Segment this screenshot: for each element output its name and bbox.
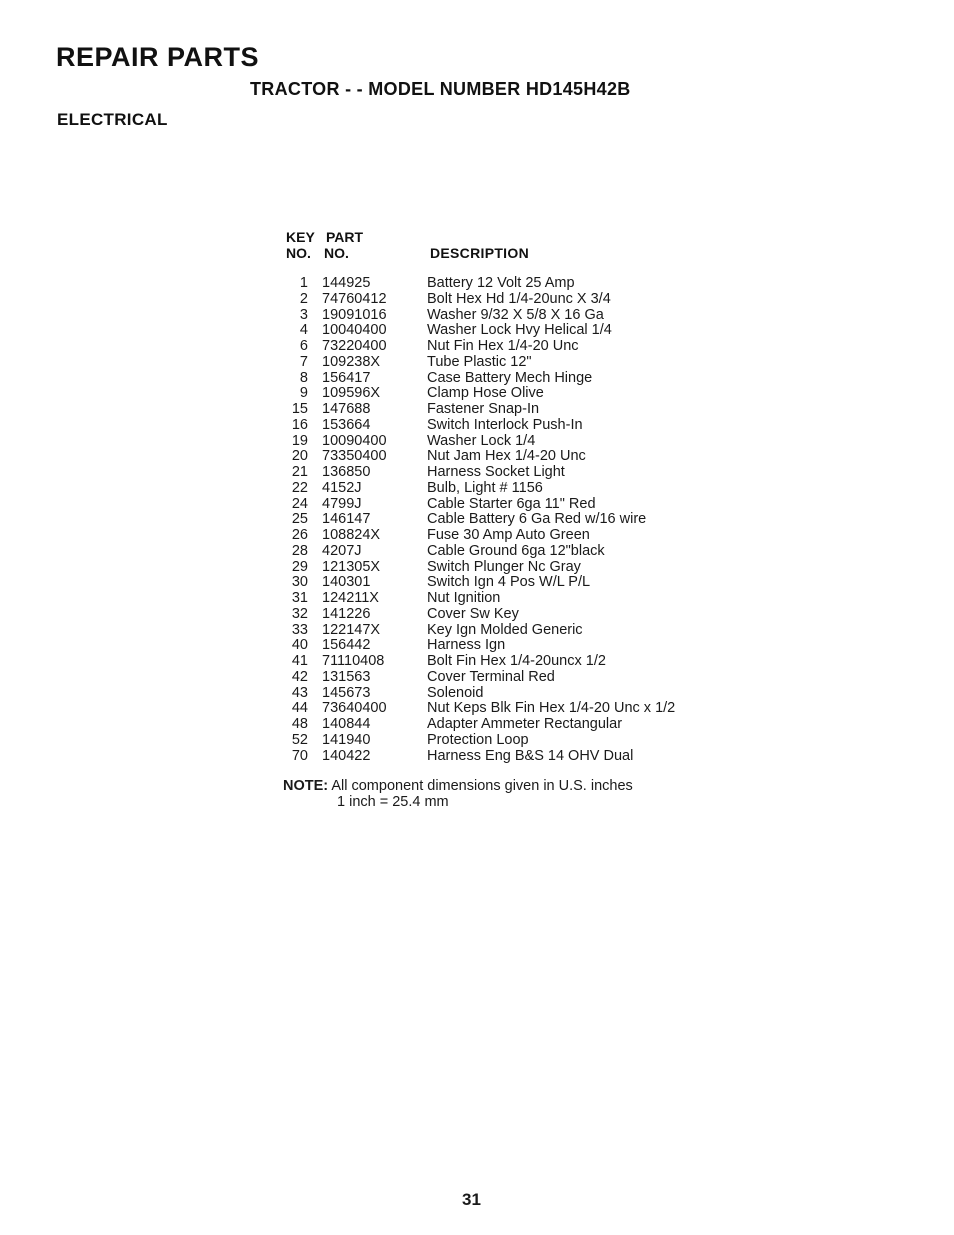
description-cell: Switch Interlock Push-In [427, 416, 583, 433]
part-number-cell: 141940 [322, 731, 371, 748]
description-cell: Cable Battery 6 Ga Red w/16 wire [427, 511, 647, 528]
key-cell: 52 [291, 731, 308, 748]
table-row [282, 434, 722, 450]
table-row [282, 638, 722, 654]
table-row [282, 560, 722, 576]
part-number-cell: 4152J [322, 479, 362, 496]
part-number-cell: 153664 [322, 416, 371, 433]
description-cell: Bulb, Light # 1156 [427, 479, 543, 496]
description-cell: Washer Lock 1/4 [427, 432, 536, 449]
description-cell: Fastener Snap-In [427, 401, 540, 417]
description-cell: Harness Socket Light [427, 464, 565, 480]
note-label: NOTE: [283, 778, 329, 794]
table-row [282, 402, 722, 418]
description-cell: Cable Starter 6ga 11" Red [427, 495, 596, 512]
part-number-cell: 4799J [322, 495, 362, 512]
section-heading: ELECTRICAL [57, 110, 168, 129]
part-number-cell: 156442 [322, 637, 371, 654]
part-number-cell: 140301 [322, 574, 371, 591]
table-row [282, 749, 722, 765]
description-cell: Harness Ign [427, 637, 506, 654]
table-row [282, 544, 722, 560]
description-cell: Harness Eng B&S 14 OHV Dual [427, 747, 634, 764]
table-row [282, 465, 722, 481]
column-header-part-no: NO. [324, 245, 349, 261]
table-row [282, 528, 722, 544]
key-cell: 28 [291, 542, 308, 559]
table-row [282, 701, 722, 717]
table-row [282, 575, 722, 591]
column-header-part: PART [326, 229, 364, 245]
description-cell: Cable Ground 6ga 12"black [427, 542, 605, 559]
part-number-cell: 108824X [322, 527, 381, 543]
table-row [282, 355, 722, 371]
description-cell: Cover Sw Key [427, 605, 519, 622]
table-row [282, 323, 722, 339]
key-cell: 32 [291, 605, 308, 622]
part-number-cell: 144925 [322, 275, 371, 291]
part-number-cell: 140422 [322, 747, 371, 764]
table-row [282, 308, 722, 324]
part-number-cell: 147688 [322, 401, 371, 417]
key-cell: 22 [291, 479, 308, 496]
part-number-cell: 109238X [322, 353, 381, 370]
part-number-cell: 156417 [322, 369, 371, 386]
description-cell: Washer Lock Hvy Helical 1/4 [427, 322, 612, 339]
key-cell: 31 [291, 590, 308, 606]
part-number-cell: 109596X [322, 385, 381, 402]
table-row [282, 686, 722, 702]
table-row [282, 276, 722, 292]
table-row [282, 733, 722, 749]
part-number-cell: 10040400 [322, 322, 387, 339]
description-cell: Fuse 30 Amp Auto Green [427, 527, 590, 543]
key-cell: 3 [299, 306, 308, 323]
description-cell: Protection Loop [427, 731, 529, 748]
part-number-cell: 124211X [322, 590, 379, 606]
column-header-description: DESCRIPTION [430, 245, 529, 261]
key-cell: 15 [291, 401, 308, 417]
table-row [282, 717, 722, 733]
description-cell: Battery 12 Volt 25 Amp [427, 275, 575, 291]
key-cell: 2 [299, 290, 308, 307]
description-cell: Switch Plunger Nc Gray [427, 558, 581, 575]
note [283, 778, 633, 794]
key-cell: 42 [291, 668, 308, 685]
key-cell: 19 [291, 432, 308, 449]
part-number-cell: 121305X [322, 558, 381, 575]
description-cell: Nut Keps Blk Fin Hex 1/4-20 Unc x 1/2 [427, 700, 676, 717]
part-number-cell: 4207J [322, 542, 362, 559]
key-cell: 1 [299, 275, 308, 291]
key-cell: 70 [291, 747, 308, 764]
table-row [282, 292, 722, 308]
key-cell: 30 [291, 574, 308, 591]
part-number-cell: 146147 [322, 511, 371, 528]
page-number: 31 [462, 1190, 481, 1209]
part-number-cell: 73640400 [322, 700, 387, 717]
description-cell: Clamp Hose Olive [427, 385, 544, 402]
key-cell: 9 [299, 385, 308, 402]
part-number-cell: 74760412 [322, 290, 387, 307]
description-cell: Solenoid [427, 684, 484, 701]
model-heading: TRACTOR - - MODEL NUMBER HD145H42B [250, 79, 631, 99]
key-cell: 8 [299, 369, 308, 386]
part-number-cell: 141226 [322, 605, 371, 622]
description-cell: Washer 9/32 X 5/8 X 16 Ga [427, 306, 604, 323]
key-cell: 41 [291, 653, 308, 669]
description-cell: Switch Ign 4 Pos W/L P/L [427, 574, 591, 591]
part-number-cell: 131563 [322, 668, 371, 685]
column-header-key-no: NO. [286, 245, 311, 261]
key-cell: 24 [291, 495, 308, 512]
part-number-cell: 145673 [322, 684, 371, 701]
table-row [282, 386, 722, 402]
key-cell: 6 [299, 338, 308, 354]
table-row [282, 371, 722, 387]
table-row [282, 339, 722, 355]
table-row [282, 670, 722, 686]
table-row [282, 591, 722, 607]
part-number-cell: 19091016 [322, 306, 387, 323]
column-header-key: KEY [286, 229, 315, 245]
key-cell: 4 [299, 322, 308, 339]
table-row [282, 497, 722, 513]
table-row [282, 607, 722, 623]
key-cell: 7 [299, 353, 308, 370]
description-cell: Cover Terminal Red [427, 668, 555, 685]
key-cell: 21 [291, 464, 308, 480]
part-number-cell: 71110408 [322, 653, 385, 669]
page-title: REPAIR PARTS [56, 42, 260, 72]
part-number-cell: 122147X [322, 621, 381, 638]
description-cell: Adapter Ammeter Rectangular [427, 716, 623, 732]
table-row [282, 512, 722, 528]
note-text: All component dimensions given in U.S. inches [331, 778, 633, 794]
description-cell: Nut Jam Hex 1/4-20 Unc [427, 448, 586, 465]
key-cell: 44 [291, 700, 308, 717]
key-cell: 16 [291, 416, 308, 433]
description-cell: Nut Fin Hex 1/4-20 Unc [427, 338, 579, 354]
description-cell: Bolt Fin Hex 1/4-20uncx 1/2 [427, 653, 606, 669]
key-cell: 40 [291, 637, 308, 654]
key-cell: 43 [291, 684, 308, 701]
part-number-cell: 73220400 [322, 338, 387, 354]
part-number-cell: 73350400 [322, 448, 387, 465]
key-cell: 26 [291, 527, 308, 543]
table-row [282, 481, 722, 497]
key-cell: 20 [291, 448, 308, 465]
key-cell: 25 [291, 511, 308, 528]
parts-list [282, 276, 722, 764]
note-conversion: 1 inch = 25.4 mm [337, 794, 449, 810]
table-row [282, 623, 722, 639]
description-cell: Nut Ignition [427, 590, 501, 606]
part-number-cell: 136850 [322, 464, 371, 480]
table-row [282, 654, 722, 670]
table-row [282, 449, 722, 465]
table-row [282, 418, 722, 434]
key-cell: 29 [291, 558, 308, 575]
description-cell: Tube Plastic 12" [427, 353, 532, 370]
description-cell: Key Ign Molded Generic [427, 621, 583, 638]
description-cell: Bolt Hex Hd 1/4-20unc X 3/4 [427, 290, 611, 307]
part-number-cell: 140844 [322, 716, 371, 732]
part-number-cell: 10090400 [322, 432, 387, 449]
description-cell: Case Battery Mech Hinge [427, 369, 593, 386]
key-cell: 33 [291, 621, 308, 638]
key-cell: 48 [291, 716, 308, 732]
